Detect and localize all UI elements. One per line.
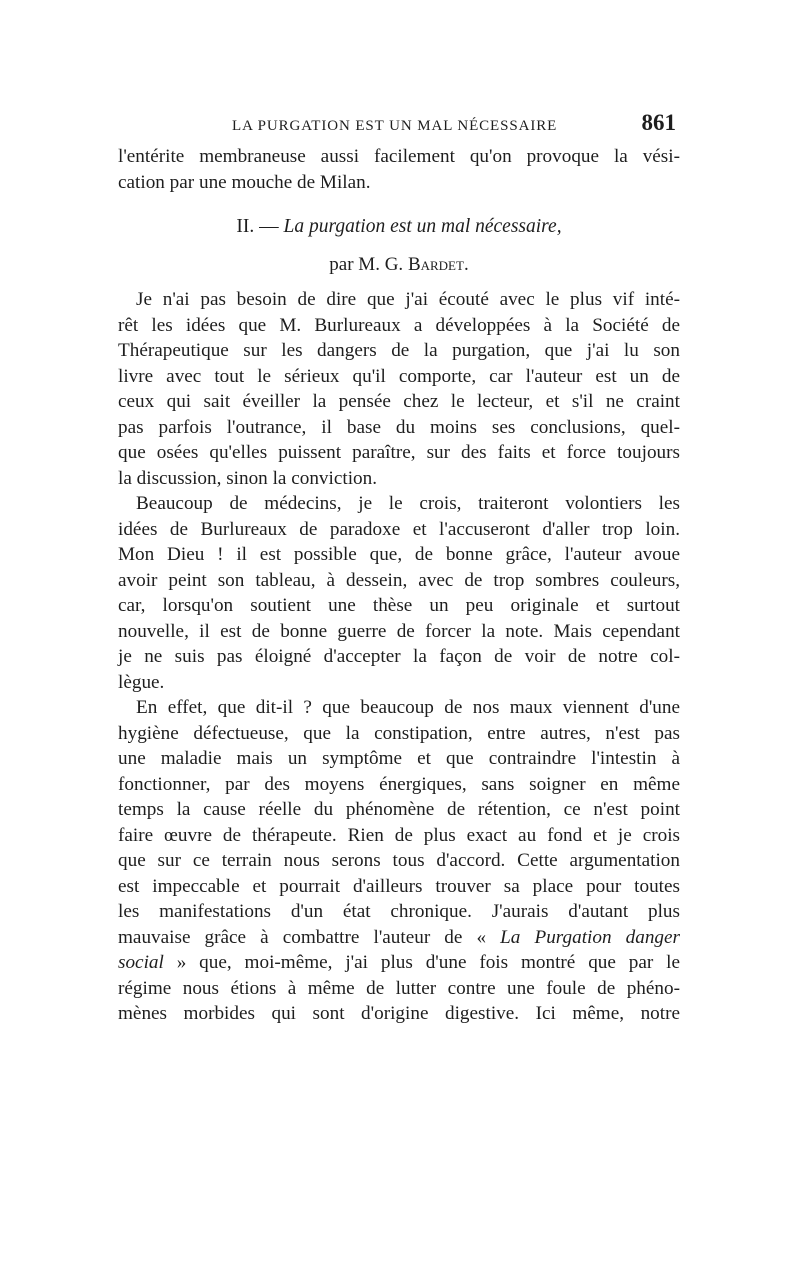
- text-line: régime nous étions à même de lutter contre une foule de phéno-: [118, 977, 680, 999]
- text-line: Thérapeutique sur les dangers de la purgation, que j'ai lu son: [118, 340, 680, 361]
- text-line: En effet, que dit-il ? que beaucoup de nos maux viennent d'une: [136, 697, 680, 718]
- paragraph-3: [118, 695, 680, 1027]
- book-page: [118, 110, 680, 1027]
- page-number: 861: [641, 110, 676, 135]
- text-line: nouvelle, il est de bonne guerre de forcer la note. Mais cependant: [118, 620, 680, 642]
- book-title-italic: La Purgation danger: [500, 926, 681, 948]
- text-line: est impeccable et pourrait d'ailleurs trouver sa place pour toutes: [118, 875, 680, 897]
- section-number: II. —: [236, 216, 284, 237]
- text-line: [118, 950, 680, 976]
- text-line: que osées qu'elles puissent paraître, sur des faits et force toujours: [118, 442, 680, 463]
- text-line: idées de Burlureaux de paradoxe et l'accuseront d'aller trop loin.: [118, 518, 680, 540]
- text-line: ceux qui sait éveiller la pensée chez le lecteur, et s'il ne craint: [118, 391, 680, 412]
- text-line: [118, 925, 680, 951]
- text-segment: » que, moi-même, j'ai plus d'une fois montré que par le: [163, 952, 680, 973]
- text-line: pas parfois l'outrance, il base du moins ses conclusions, quel-: [118, 416, 680, 438]
- text-line: je ne suis pas éloigné d'accepter la façon de voir de notre col-: [118, 646, 680, 667]
- text-line: la discussion, sinon la conviction.: [118, 467, 378, 489]
- text-line: Je n'ai pas besoin de dire que j'ai écouté avec le plus vif inté-: [136, 289, 680, 310]
- intro-text: [118, 144, 680, 195]
- text-line: les manifestations d'un état chronique. J'aurais d'autant plus: [118, 901, 680, 922]
- author-prefix: par M. G.: [329, 254, 408, 275]
- text-segment: mauvaise grâce à combattre l'auteur de «: [118, 926, 501, 948]
- text-line: temps la cause réelle du phénomène de rétention, ce n'est point: [118, 799, 680, 820]
- section-title-text: La purgation est un mal nécessaire,: [283, 216, 562, 237]
- section-title: [118, 214, 680, 240]
- running-head: [118, 110, 680, 144]
- text-line: lègue.: [118, 671, 165, 693]
- text-line: livre avec tout le sérieux qu'il comporte, car l'auteur est un de: [118, 365, 680, 387]
- text-line: avoir peint son tableau, à dessein, avec de trop sombres couleurs,: [118, 569, 680, 591]
- running-title: LA PURGATION EST UN MAL NÉCESSAIRE: [232, 118, 558, 134]
- text-line: mènes morbides qui sont d'origine digestive. Ici même, notre: [118, 1003, 680, 1024]
- text-line: Beaucoup de médecins, je le crois, traiteront volontiers les: [136, 493, 680, 514]
- text-line: que sur ce terrain nous serons tous d'accord. Cette argumentation: [118, 850, 680, 871]
- section-author: [118, 252, 680, 278]
- book-title-italic: social: [118, 952, 164, 973]
- text-line: fonctionner, par des moyens énergiques, sans soigner en même: [118, 773, 680, 795]
- text-line: l'entérite membraneuse aussi facilement qu'on provoque la vési-: [118, 146, 680, 167]
- text-line: car, lorsqu'on soutient une thèse un peu originale et surtout: [118, 595, 680, 616]
- paragraph-2: [118, 491, 680, 695]
- text-line: une maladie mais un symptôme et que contraindre l'intestin à: [118, 748, 680, 769]
- text-line: rêt les idées que M. Burlureaux a développées à la Société de: [118, 314, 680, 336]
- text-line: Mon Dieu ! il est possible que, de bonne grâce, l'auteur avoue: [118, 544, 680, 565]
- author-name: Bardet.: [407, 254, 469, 275]
- paragraph-1: [118, 287, 680, 491]
- text-line: hygiène défectueuse, que la constipation, entre autres, n'est pas: [118, 722, 680, 744]
- text-line: cation par une mouche de Milan.: [118, 171, 371, 193]
- text-line: faire œuvre de thérapeute. Rien de plus exact au fond et je crois: [118, 824, 680, 846]
